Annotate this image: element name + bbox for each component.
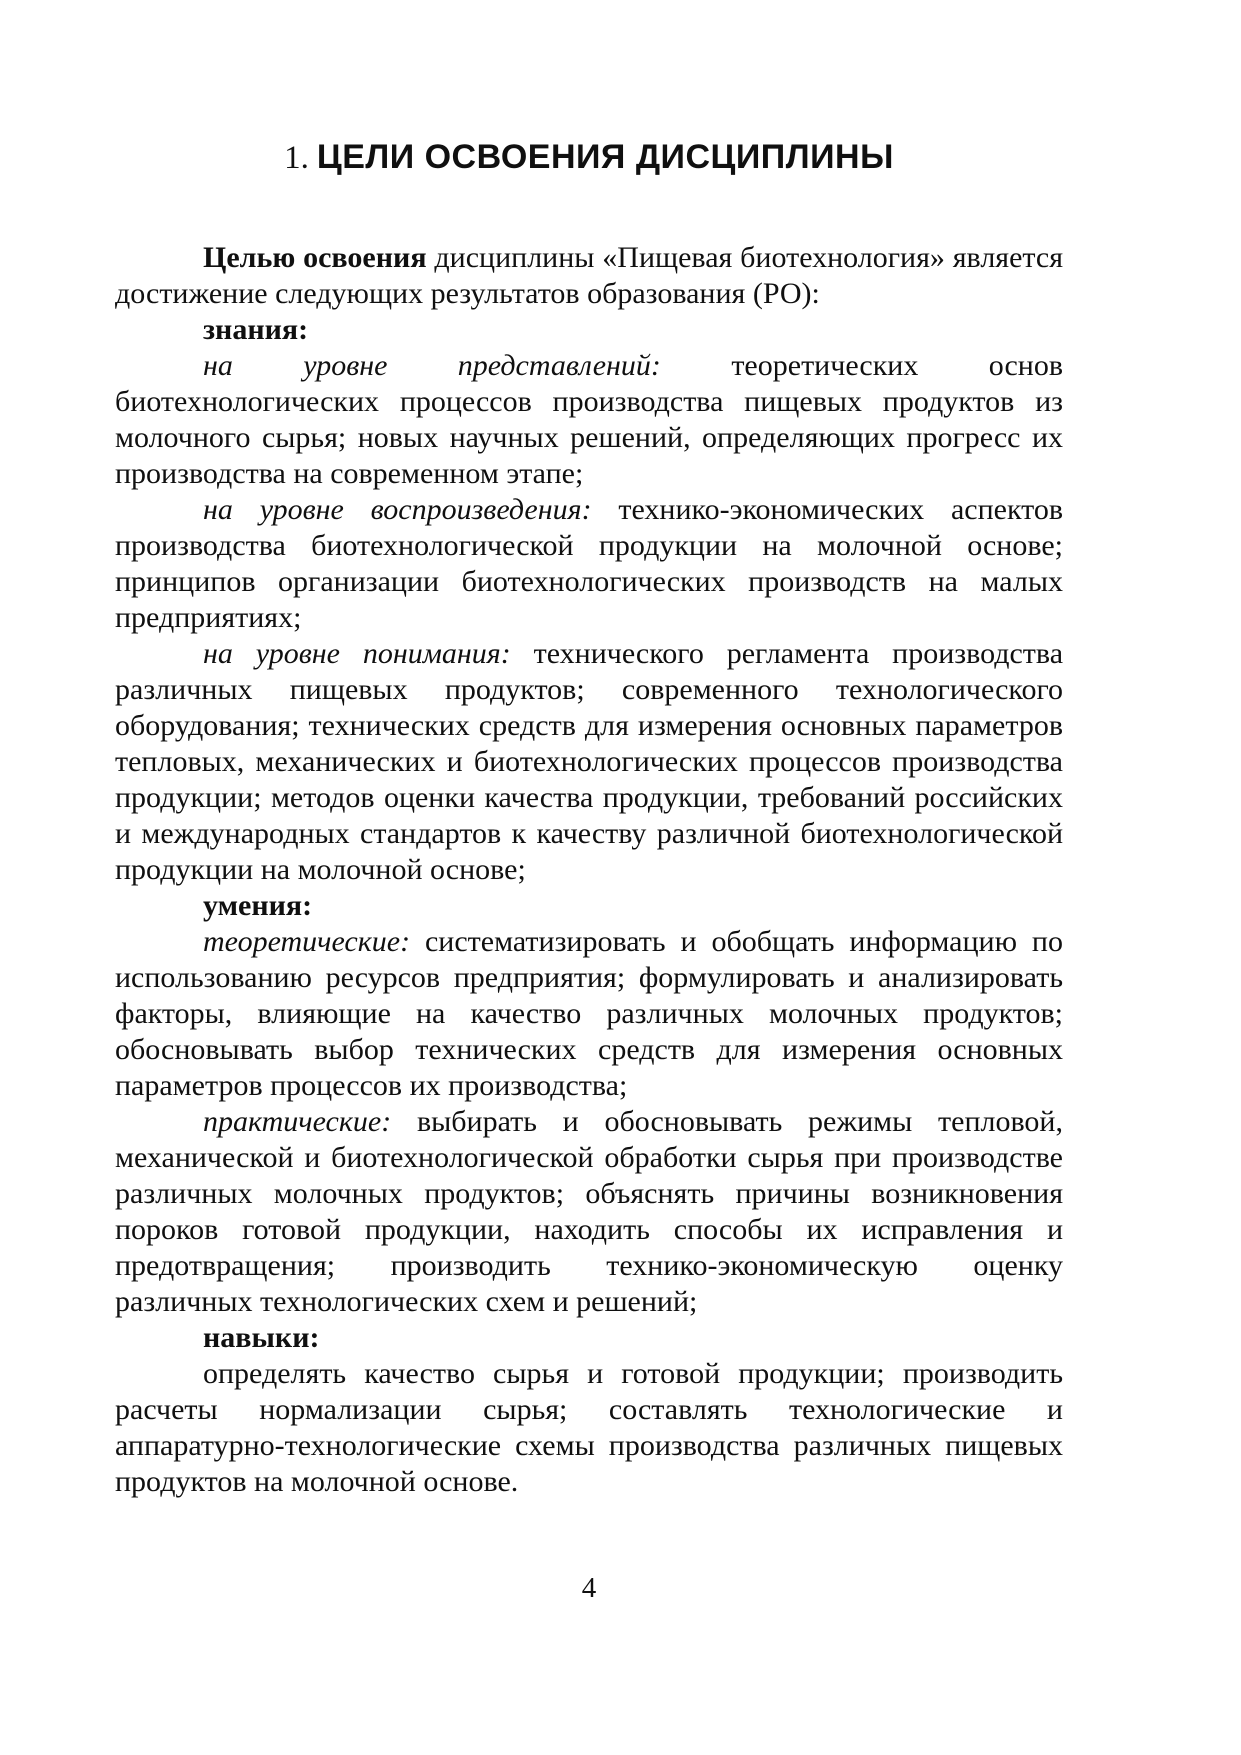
page-title [115, 138, 1063, 177]
italic-text: теоретические: [203, 925, 411, 958]
paragraph-prakticheskie [115, 1104, 1063, 1320]
intro-paragraph [115, 240, 1063, 312]
section-heading-umeniya [115, 888, 1063, 924]
section-heading-navyki [115, 1320, 1063, 1356]
bold-text: умения: [203, 889, 313, 922]
italic-text: на уровне понимания: [203, 637, 511, 670]
bold-text: Целью освоения [203, 241, 427, 274]
paragraph-level-predstavleniy [115, 348, 1063, 492]
italic-text: практические: [203, 1105, 392, 1138]
normal-text: технического регламента производства различных пищевых продуктов; современного технологического оборудования; технических средств для измерения основных параметров тепловых, механических и биотехнологических процессов производства продукции; методов оценки качества продукции, требований российских и международных стандартов к качеству различной биотехнологической продукции на молочной основе; [115, 637, 1064, 886]
page-number: 4 [581, 1572, 597, 1604]
section-heading-znaniya [115, 312, 1063, 348]
italic-text: на уровне представлений: [203, 349, 661, 382]
section-number: 1. [284, 140, 309, 176]
paragraph-level-vosproizvedeniya [115, 492, 1063, 636]
paragraph-level-ponimaniya [115, 636, 1063, 888]
paragraph-navyki-body [115, 1356, 1063, 1500]
normal-text: выбирать и обосновывать режимы тепловой, механической и биотехнологической обработки сырья при производстве различных молочных продуктов; объяснять причины возникновения пороков готовой продукции, находить способы их исправления и предотвращения; производить технико-экономическую оценку различных технологических схем и решений; [115, 1105, 1063, 1318]
section-title: ЦЕЛИ ОСВОЕНИЯ ДИСЦИПЛИНЫ [316, 138, 894, 176]
bold-text: навыки: [203, 1321, 320, 1354]
paragraph-teoreticheskie [115, 924, 1063, 1104]
italic-text: на уровне воспроизведения: [203, 493, 592, 526]
normal-text: технико-экономических аспектов производства биотехнологической продукции на молочной основе; принципов организации биотехнологических производств на малых предприятиях; [115, 493, 1063, 634]
normal-text: теоретических основ биотехнологических процессов производства пищевых продуктов из молочного сырья; новых научных решений, определяющих прогресс их производства на современном этапе; [115, 349, 1063, 490]
normal-text: дисциплины «Пищевая биотехнология» является достижение следующих результатов образования (РО): [115, 241, 1064, 310]
bold-text: знания: [203, 313, 309, 346]
document-body [115, 240, 1063, 1500]
normal-text: определять качество сырья и готовой продукции; производить расчеты нормализации сырья; составлять технологические и аппаратурно-технологические схемы производства различных пищевых продуктов на молочной основе. [115, 1357, 1063, 1498]
normal-text: систематизировать и обобщать информацию по использованию ресурсов предприятия; формулировать и анализировать факторы, влияющие на качество различных молочных продуктов; обосновывать выбор технических средств для измерения основных параметров процессов их производства; [115, 925, 1063, 1102]
